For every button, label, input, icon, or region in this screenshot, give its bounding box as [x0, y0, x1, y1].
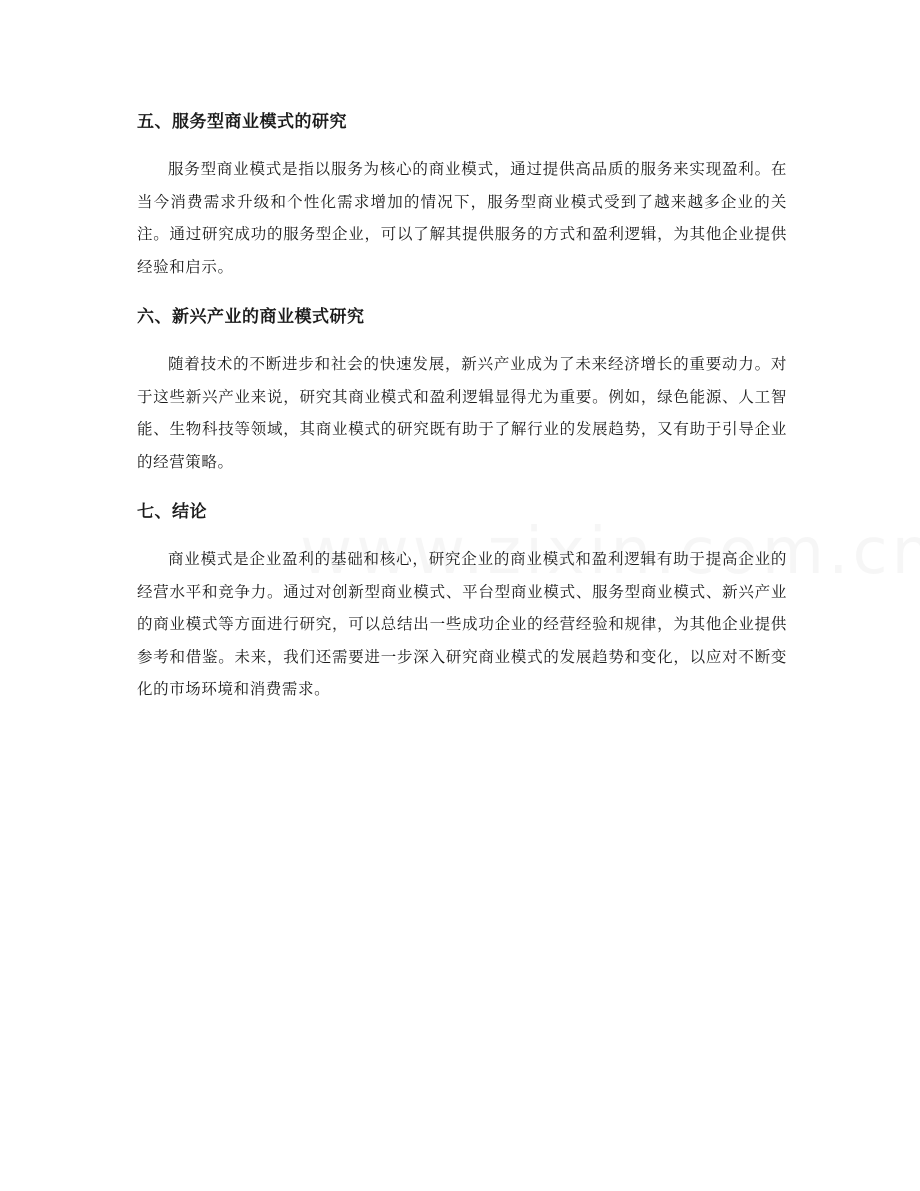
- section-paragraph: 商业模式是企业盈利的基础和核心，研究企业的商业模式和盈利逻辑有助于提高企业的经营水平和竞争力。通过对创新型商业模式、平台型商业模式、服务型商业模式、新兴产业的商业模式等方面进行研究，可以总结出一些成功企业的经营经验和规律，为其他企业提供参考和借鉴。未来，我们还需要进一步深入研究商业模式的发展趋势和变化，以应对不断变化的市场环境和消费需求。: [137, 550, 787, 698]
- section-heading: 五、服务型商业模式的研究: [137, 112, 347, 132]
- section-conclusion: [137, 498, 787, 706]
- section-paragraph: 服务型商业模式是指以服务为核心的商业模式，通过提供高品质的服务来实现盈利。在当今消费需求升级和个性化需求增加的情况下，服务型商业模式受到了越来越多企业的关注。通过研究成功的服务型企业，可以了解其提供服务的方式和盈利逻辑，为其他企业提供经验和启示。: [137, 160, 787, 276]
- section-heading: 六、新兴产业的商业模式研究: [137, 307, 365, 327]
- section-emerging-industry: [137, 303, 787, 478]
- document-body: [137, 108, 787, 726]
- section-paragraph: 随着技术的不断进步和社会的快速发展，新兴产业成为了未来经济增长的重要动力。对于这些新兴产业来说，研究其商业模式和盈利逻辑显得尤为重要。例如，绿色能源、人工智能、生物科技等领域，其商业模式的研究既有助于了解行业的发展趋势，又有助于引导企业的经营策略。: [137, 355, 787, 471]
- section-heading: 七、结论: [137, 502, 207, 522]
- section-service-model: [137, 108, 787, 283]
